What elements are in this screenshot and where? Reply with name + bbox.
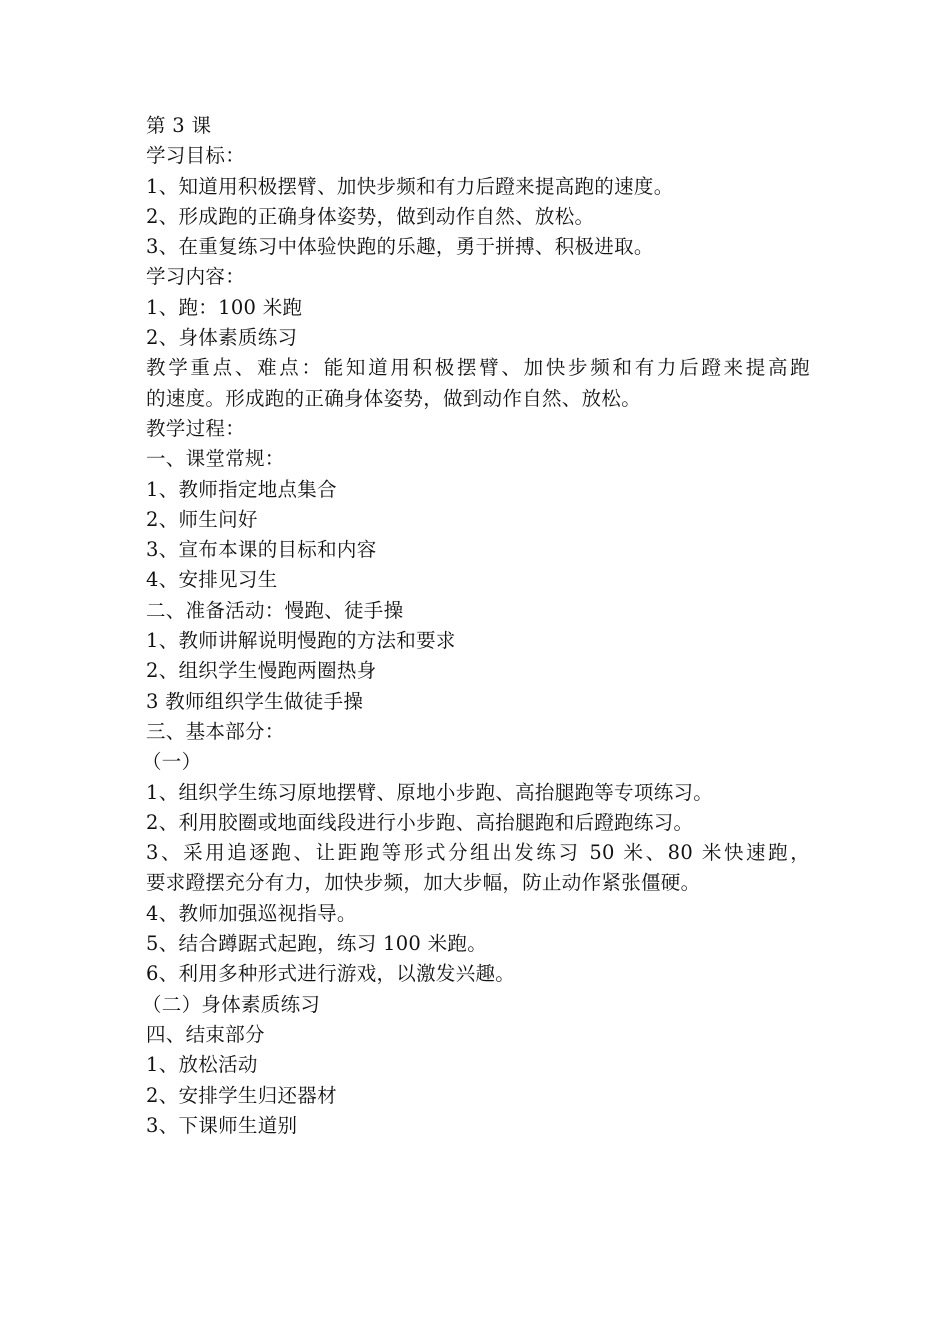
step-item: 4、教师加强巡视指导。 — [146, 901, 357, 925]
goal-item: 3、在重复练习中体验快跑的乐趣，勇于拼搏、积极进取。 — [146, 235, 654, 259]
step-item: 1、组织学生练习原地摆臂、原地小步跑、高抬腿跑等专项练习。 — [146, 780, 714, 804]
step-item: 1、放松活动 — [146, 1053, 258, 1077]
part-heading: 一、课堂常规： — [146, 447, 285, 471]
part-heading: 三、基本部分： — [146, 719, 285, 743]
step-item: 2、组织学生慢跑两圈热身 — [146, 659, 377, 683]
step-item: 3、宣布本课的目标和内容 — [146, 538, 377, 562]
key-points-paragraph-line: 的速度。形成跑的正确身体姿势，做到动作自然、放松。 — [146, 386, 642, 410]
step-item: 2、师生问好 — [146, 507, 258, 531]
content-item: 1、跑：100 米跑 — [146, 295, 303, 319]
section-heading-process: 教学过程： — [146, 416, 246, 440]
step-item: 3、下课师生道别 — [146, 1113, 298, 1137]
step-item: 2、利用胶圈或地面线段进行小步跑、高抬腿跑和后蹬跑练习。 — [146, 810, 694, 834]
subsection-label: （二）身体素质练习 — [142, 992, 321, 1016]
subsection-label: （一） — [142, 750, 202, 774]
step-item: 4、安排见习生 — [146, 568, 278, 592]
part-heading: 四、结束部分 — [146, 1022, 265, 1046]
step-item: 2、安排学生归还器材 — [146, 1083, 337, 1107]
step-item-continuation: 要求蹬摆充分有力，加快步频，加大步幅，防止动作紧张僵硬。 — [146, 871, 701, 895]
step-item: 6、利用多种形式进行游戏，以激发兴趣。 — [146, 962, 516, 986]
content-item: 2、身体素质练习 — [146, 326, 298, 350]
goal-item: 2、形成跑的正确身体姿势，做到动作自然、放松。 — [146, 204, 595, 228]
section-heading-content: 学习内容： — [146, 265, 246, 289]
step-item: 1、教师讲解说明慢跑的方法和要求 — [146, 629, 456, 653]
goal-item: 1、知道用积极摆臂、加快步频和有力后蹬来提高跑的速度。 — [146, 174, 674, 198]
document-page — [142, 111, 810, 1141]
key-points-paragraph-line: 教学重点、难点：能知道用积极摆臂、加快步频和有力后蹬来提高跑 — [146, 356, 810, 380]
lesson-title: 第 3 课 — [146, 114, 212, 137]
step-item: 3、采用追逐跑、让距跑等形式分组出发练习 50 米、80 米快速跑， — [146, 841, 810, 865]
section-heading-goals: 学习目标： — [146, 144, 246, 168]
part-heading: 二、准备活动：慢跑、徒手操 — [146, 598, 404, 622]
step-item: 1、教师指定地点集合 — [146, 477, 337, 501]
step-item: 5、结合蹲踞式起跑，练习 100 米跑。 — [146, 932, 488, 956]
step-item: 3 教师组织学生做徒手操 — [146, 689, 364, 713]
